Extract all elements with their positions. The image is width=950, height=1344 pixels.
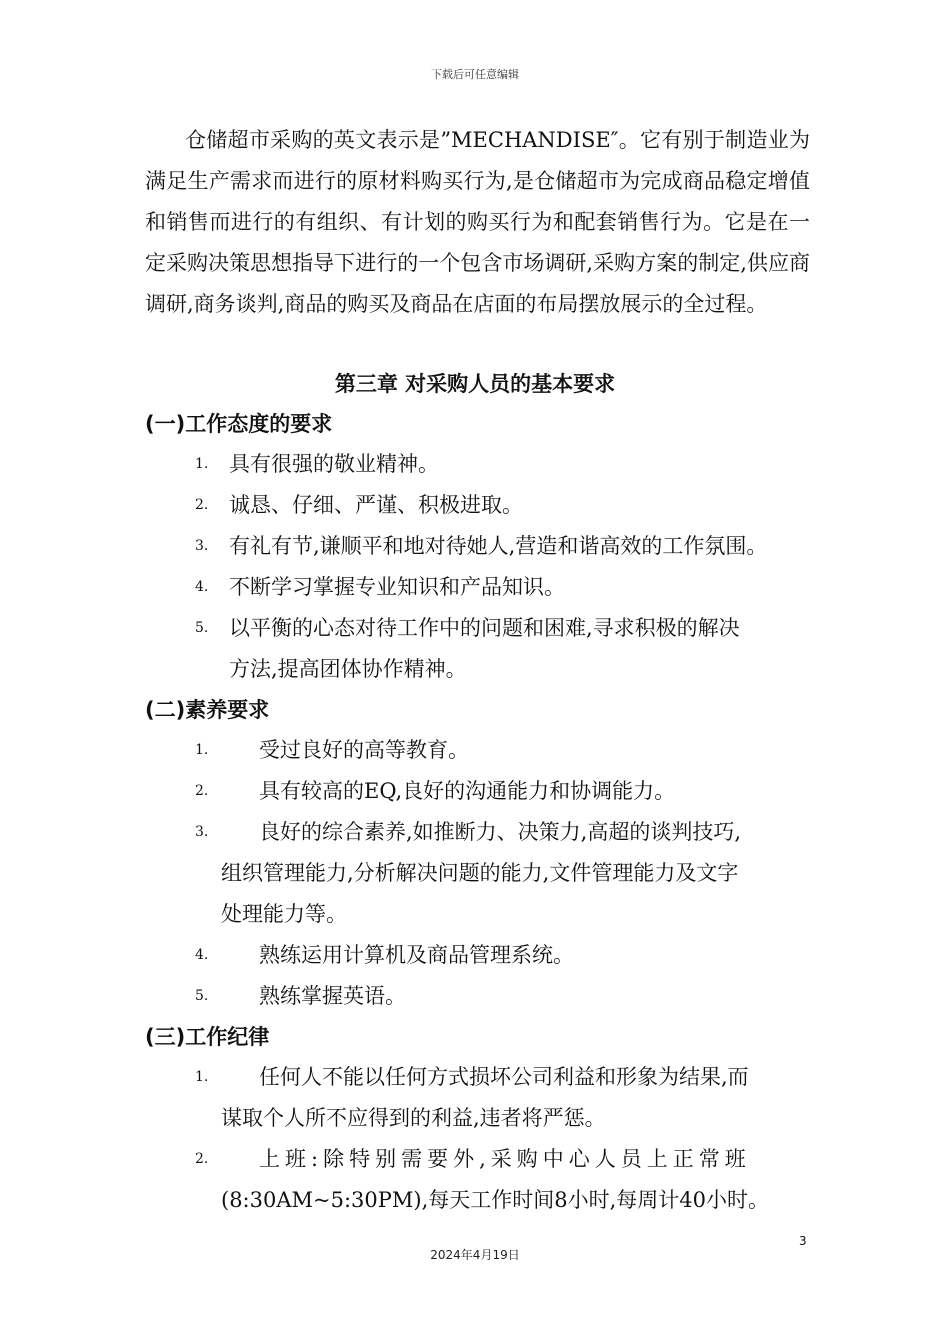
header-note: 下载后可任意编辑: [431, 68, 519, 81]
list-number: 4.: [195, 579, 209, 595]
page-number: 3: [799, 1234, 807, 1248]
list-number: 5.: [195, 620, 209, 636]
intro-paragraph: 仓储超市采购的英文表示是”MECHANDISE″。它有别于制造业为满足生产需求而进行的原材料购买行为,是仓储超市为完成商品稳定增值和销售而进行的有组织、有计划的购买行为和配套销售行为。它是在一定采购决策思想指导下进行的一个包含市场调研,采购方案的制定,供应商调研,商务谈判,商品的购买及商品在店面的布局摆放展示的全过程。: [145, 128, 810, 316]
list-number: 2.: [195, 1151, 209, 1167]
list-text: 具有很强的敬业精神。: [229, 452, 439, 476]
list-text: 受过良好的高等教育。: [259, 738, 469, 762]
list-text: 不断学习掌握专业知识和产品知识。: [229, 575, 565, 599]
footer-date: 2024年4月19日: [430, 1248, 520, 1262]
list-text: 以平衡的心态对待工作中的问题和困难,寻求积极的解决: [229, 616, 740, 640]
list-text: 熟练运用计算机及商品管理系统。: [259, 943, 574, 967]
list-number: 5.: [195, 988, 209, 1004]
list-number: 3.: [195, 824, 209, 840]
list-text: 任何人不能以任何方式损坏公司利益和形象为结果,而: [259, 1065, 749, 1089]
chapter-title: 第三章 对采购人员的基本要求: [334, 372, 616, 396]
list-text: 上班:除特别需要外,采购中心人员上正常班: [259, 1147, 751, 1171]
list-continuation: 处理能力等。: [221, 902, 347, 926]
list-text: 良好的综合素养,如推断力、决策力,高超的谈判技巧,: [259, 820, 742, 844]
section-heading-qualities: (二)素养要求: [145, 698, 270, 722]
list-number: 3.: [195, 538, 209, 554]
section-heading-attitude: (一)工作态度的要求: [145, 412, 333, 436]
list-number: 4.: [195, 947, 209, 963]
list-text: 诚恳、仔细、严谨、积极进取。: [229, 493, 523, 517]
list-continuation: 方法,提高团体协作精神。: [229, 657, 467, 681]
list-number: 1.: [195, 742, 209, 758]
list-number: 1.: [195, 456, 209, 472]
list-text: 熟练掌握英语。: [259, 984, 406, 1008]
list-number: 2.: [195, 783, 209, 799]
list-continuation: 组织管理能力,分析解决问题的能力,文件管理能力及文字: [221, 861, 739, 885]
list-number: 2.: [195, 497, 209, 513]
list-text: 具有较高的EQ,良好的沟通能力和协调能力。: [259, 779, 676, 803]
list-continuation: (8:30AM~5:30PM),每天工作时间8小时,每周计40小时。: [221, 1188, 770, 1212]
section-heading-discipline: (三)工作纪律: [145, 1025, 270, 1049]
list-continuation: 谋取个人所不应得到的利益,违者将严惩。: [221, 1106, 606, 1130]
list-number: 1.: [195, 1069, 209, 1085]
intro-section: [145, 120, 810, 325]
list-text: 有礼有节,谦顺平和地对待她人,营造和谐高效的工作氛围。: [229, 534, 768, 558]
